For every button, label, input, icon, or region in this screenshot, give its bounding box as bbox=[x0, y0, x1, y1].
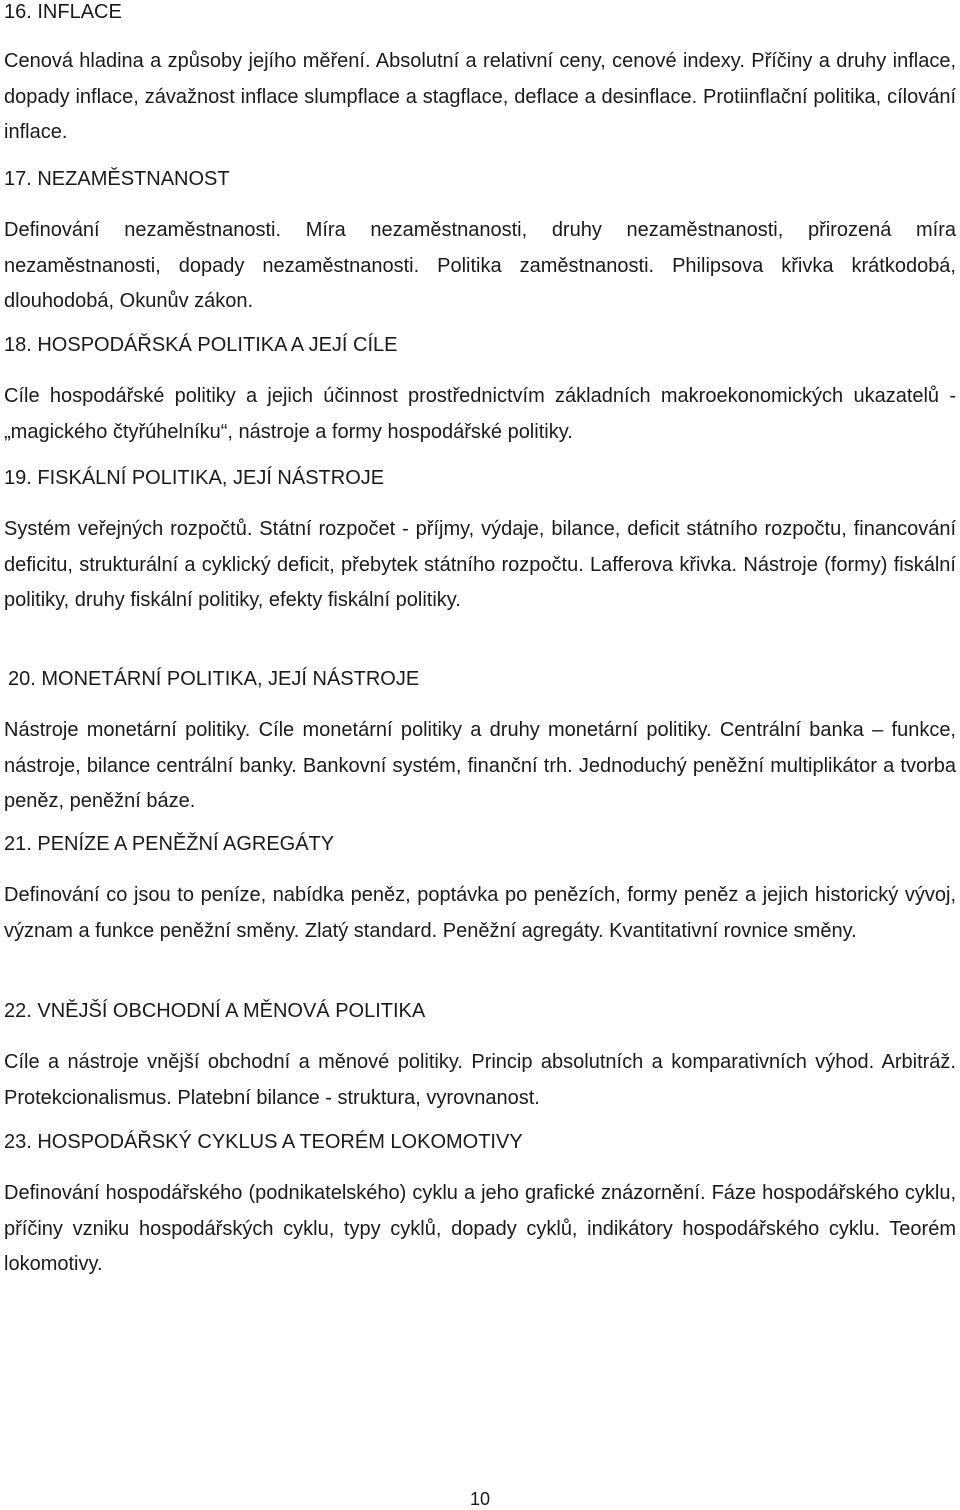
section-text: Definování hospodářského (podnikatelského) cyklu a jeho grafické znázornění. Fáze hospodářského cyklu, příčiny vzniku hospodářských cyklu, typy cyklů, dopady cyklů, indikátory hospodářského cyklu. Teorém lokomotivy. bbox=[4, 1182, 956, 1275]
section-16 bbox=[4, 0, 956, 151]
section-20 bbox=[4, 667, 956, 820]
section-text: Definování nezaměstnanosti. Míra nezaměstnanosti, druhy nezaměstnanosti, přirozená míra nezaměstnanosti, dopady nezaměstnanosti. Politika zaměstnanosti. Philipsova křivka krátkodobá, dlouhodobá, Okunův zákon. bbox=[4, 219, 956, 312]
section-text: Definování co jsou to peníze, nabídka peněz, poptávka po penězích, formy peněz a jejich historický vývoj, význam a funkce peněžní směny. Zlatý standard. Peněžní agregáty. Kvantitativní rovnice směny. bbox=[4, 884, 956, 942]
section-text: Nástroje monetární politiky. Cíle monetární politiky a druhy monetární politiky. Centrální banka – funkce, nástroje, bilance centrální banky. Bankovní systém, finanční trh. Jednoduchý peněžní multiplikátor a tvorba peněz, peněžní báze. bbox=[4, 719, 956, 812]
section-heading: 16. INFLACE bbox=[4, 1, 122, 23]
section-text: Cenová hladina a způsoby jejího měření. Absolutní a relativní ceny, cenové indexy. Příčiny a druhy inflace, dopady inflace, závažnost inflace slumpflace a stagflace, deflace a desinflace. Protiinflační politika, cílování inflace. bbox=[4, 50, 956, 143]
section-heading: 20. MONETÁRNÍ POLITIKA, JEJÍ NÁSTROJE bbox=[8, 668, 420, 690]
section-text: Systém veřejných rozpočtů. Státní rozpočet - příjmy, výdaje, bilance, deficit státního rozpočtu, financování deficitu, strukturální a cyklický deficit, přebytek státního rozpočtu. Lafferova křivka. Nástroje (formy) fiskální politiky, druhy fiskální politiky, efekty fiskální politiky. bbox=[4, 518, 956, 611]
section-heading: 21. PENÍZE A PENĚŽNÍ AGREGÁTY bbox=[4, 833, 335, 855]
section-19 bbox=[4, 466, 956, 619]
section-heading: 22. VNĚJŠÍ OBCHODNÍ A MĚNOVÁ POLITIKA bbox=[4, 1000, 426, 1022]
section-22 bbox=[4, 999, 956, 1116]
section-heading: 23. HOSPODÁŘSKÝ CYKLUS A TEORÉM LOKOMOTIVY bbox=[4, 1131, 523, 1153]
section-18 bbox=[4, 333, 956, 450]
page-number: 10 bbox=[469, 1489, 491, 1509]
section-23 bbox=[4, 1130, 956, 1283]
section-text: Cíle hospodářské politiky a jejich účinnost prostřednictvím základních makroekonomických ukazatelů - „magického čtyřúhelníku“, nástroje a formy hospodářské politiky. bbox=[4, 385, 956, 443]
section-21 bbox=[4, 832, 956, 949]
section-text: Cíle a nástroje vnější obchodní a měnové politiky. Princip absolutních a komparativních výhod. Arbitráž. Protekcionalismus. Platební bilance - struktura, vyrovnanost. bbox=[4, 1051, 956, 1109]
section-heading: 17. NEZAMĚSTNANOST bbox=[4, 168, 230, 190]
section-heading: 18. HOSPODÁŘSKÁ POLITIKA A JEJÍ CÍLE bbox=[4, 334, 398, 356]
section-heading: 19. FISKÁLNÍ POLITIKA, JEJÍ NÁSTROJE bbox=[4, 467, 385, 489]
section-17 bbox=[4, 167, 956, 320]
